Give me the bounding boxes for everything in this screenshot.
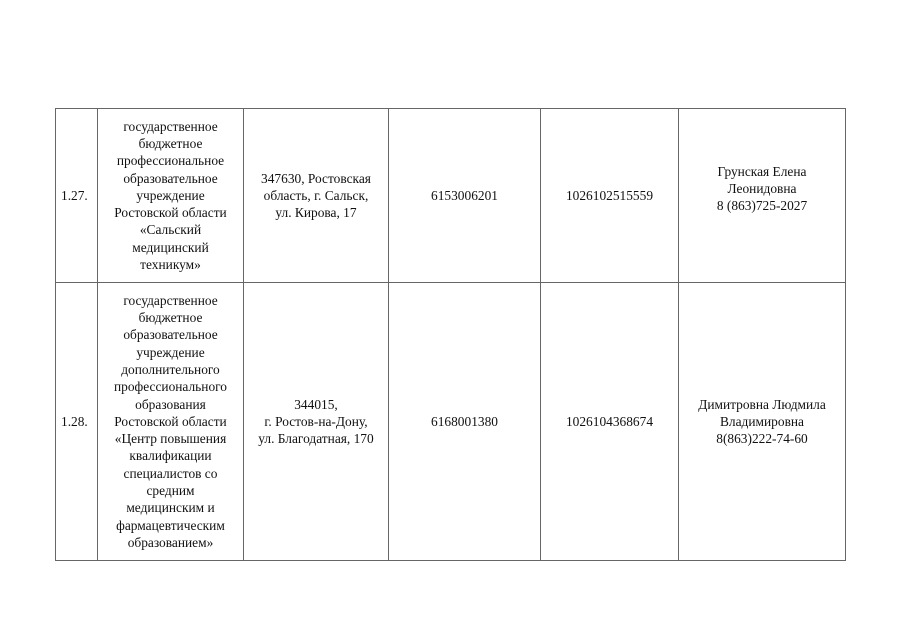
contact: Грунская Елена Леонидовна 8 (863)725-2027 (679, 109, 846, 283)
ogrn: 1026104368674 (541, 283, 679, 561)
inn: 6153006201 (389, 109, 541, 283)
institution-name: государственное бюджетное образовательное учреждение дополнительного профессионального образования Ростовской области «Центр повышения квалификации специалистов со средним медицинским и фармацевтическим образованием» (98, 283, 244, 561)
table-row (56, 283, 846, 561)
address: 344015, г. Ростов-на-Дону, ул. Благодатная, 170 (244, 283, 389, 561)
inn: 6168001380 (389, 283, 541, 561)
row-number: 1.27. (56, 109, 98, 283)
institutions-table (55, 108, 846, 561)
address: 347630, Ростовская область, г. Сальск, ул. Кирова, 17 (244, 109, 389, 283)
table-row (56, 109, 846, 283)
row-number: 1.28. (56, 283, 98, 561)
institution-name: государственное бюджетное профессиональное образовательное учреждение Ростовской области «Сальский медицинский техникум» (98, 109, 244, 283)
contact: Димитровна Людмила Владимировна 8(863)222-74-60 (679, 283, 846, 561)
ogrn: 1026102515559 (541, 109, 679, 283)
